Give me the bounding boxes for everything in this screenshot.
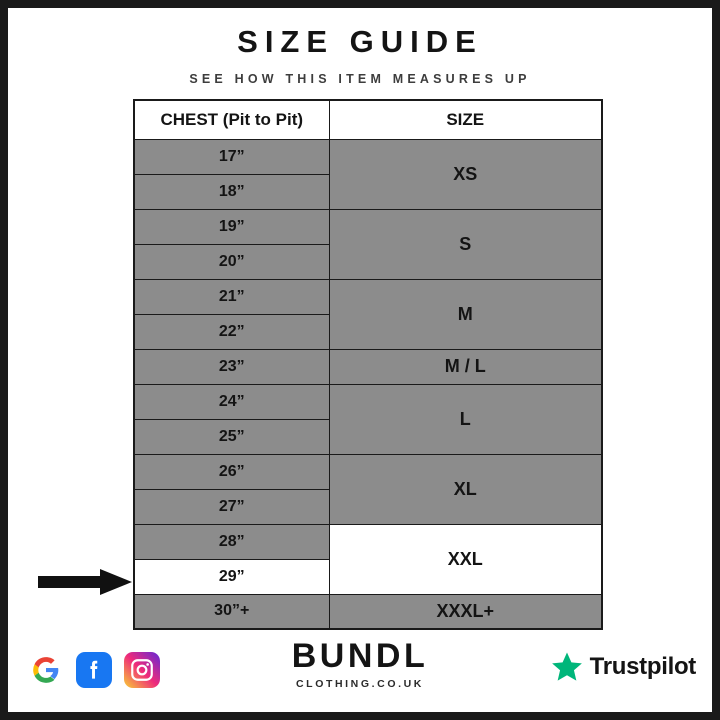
table-row bbox=[134, 209, 602, 244]
table-row bbox=[134, 594, 602, 629]
size-value: XS bbox=[329, 139, 602, 209]
size-value: M bbox=[329, 279, 602, 349]
column-header-size: SIZE bbox=[329, 100, 602, 139]
table-row bbox=[134, 139, 602, 174]
size-value: XL bbox=[329, 454, 602, 524]
size-value: M / L bbox=[329, 349, 602, 384]
chest-value: 21” bbox=[134, 279, 329, 314]
chest-value: 30”+ bbox=[134, 594, 329, 629]
chest-value: 25” bbox=[134, 419, 329, 454]
size-value-selected: XXL bbox=[329, 524, 602, 594]
size-value: L bbox=[329, 384, 602, 454]
table-row bbox=[134, 384, 602, 419]
arrow-shaft bbox=[38, 576, 102, 588]
size-table-wrapper bbox=[133, 99, 603, 630]
size-table bbox=[133, 99, 603, 630]
brand-name: BUNDL bbox=[291, 637, 429, 675]
footer bbox=[8, 630, 712, 704]
chest-value: 17” bbox=[134, 139, 329, 174]
brand-tagline: CLOTHING.CO.UK bbox=[296, 678, 424, 690]
page-title: SIZE GUIDE bbox=[237, 24, 483, 59]
chest-value: 23” bbox=[134, 349, 329, 384]
chest-value: 26” bbox=[134, 454, 329, 489]
chest-value: 27” bbox=[134, 489, 329, 524]
trustpilot-badge[interactable] bbox=[550, 650, 696, 684]
chest-value: 28” bbox=[134, 524, 329, 559]
chest-value: 22” bbox=[134, 314, 329, 349]
size-value: XXXL+ bbox=[329, 594, 602, 629]
table-header-row bbox=[134, 100, 602, 139]
arrow-head bbox=[100, 569, 132, 595]
page-subtitle: SEE HOW THIS ITEM MEASURES UP bbox=[189, 72, 531, 86]
card-inner bbox=[8, 8, 712, 712]
chest-value: 24” bbox=[134, 384, 329, 419]
table-row bbox=[134, 349, 602, 384]
column-header-chest: CHEST (Pit to Pit) bbox=[134, 100, 329, 139]
chest-value: 20” bbox=[134, 244, 329, 279]
chest-value: 18” bbox=[134, 174, 329, 209]
right-arrow-icon bbox=[38, 569, 133, 593]
table-row bbox=[134, 454, 602, 489]
table-row bbox=[134, 524, 602, 559]
chest-value-selected: 29” bbox=[134, 559, 329, 594]
size-value: S bbox=[329, 209, 602, 279]
table-row bbox=[134, 279, 602, 314]
table-body bbox=[134, 139, 602, 629]
trustpilot-label: Trustpilot bbox=[589, 653, 696, 680]
trustpilot-star-icon bbox=[550, 650, 584, 684]
chest-value: 19” bbox=[134, 209, 329, 244]
